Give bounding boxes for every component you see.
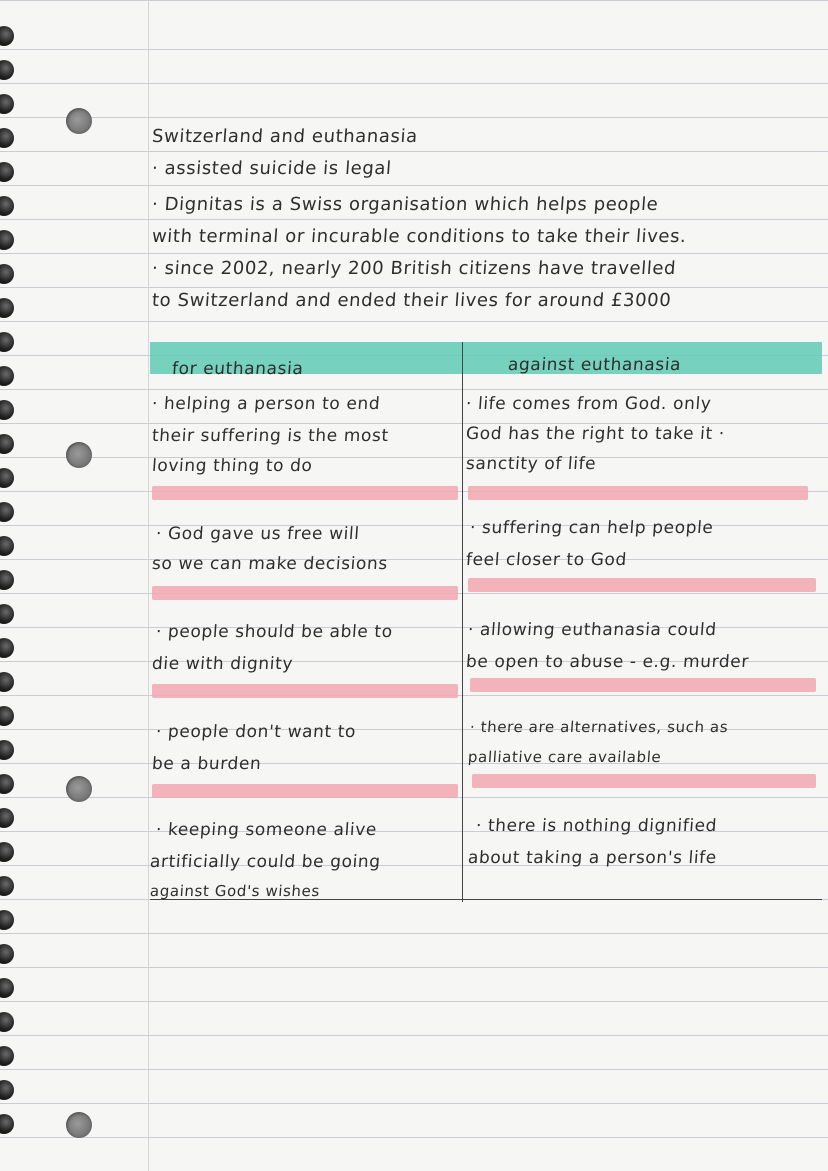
spiral-coil	[0, 1114, 14, 1134]
for-cell-line: die with dignity	[151, 654, 294, 674]
against-cell-line: · there are alternatives, such as	[469, 718, 729, 736]
row-highlight	[152, 586, 458, 600]
notes-bullet: to Switzerland and ended their lives for around £3000	[151, 290, 672, 311]
spiral-coil	[0, 808, 14, 828]
punch-hole	[66, 776, 92, 802]
spiral-binding	[0, 0, 22, 1171]
for-cell-line: artificially could be going	[149, 852, 382, 872]
against-cell-line: feel closer to God	[465, 550, 628, 570]
spiral-coil	[0, 332, 14, 352]
for-cell-line: so we can make decisions	[151, 554, 389, 574]
spiral-coil	[0, 910, 14, 930]
row-highlight	[468, 578, 816, 592]
row-highlight	[152, 684, 458, 698]
against-cell-line: palliative care available	[467, 748, 662, 766]
header-against: against euthanasia	[507, 355, 682, 375]
punch-hole	[66, 1112, 92, 1138]
spiral-coil	[0, 60, 14, 80]
against-cell-line: · there is nothing dignified	[475, 816, 718, 836]
for-cell-line: against God's wishes	[149, 882, 321, 900]
for-cell-line: loving thing to do	[151, 456, 314, 476]
euthanasia-table	[150, 342, 822, 902]
spiral-coil	[0, 876, 14, 896]
margin-line	[148, 0, 149, 1171]
against-cell-line: · life comes from God. only	[465, 394, 713, 414]
spiral-coil	[0, 128, 14, 148]
against-cell-line: God has the right to take it ·	[465, 424, 726, 444]
spiral-coil	[0, 26, 14, 46]
spiral-coil	[0, 400, 14, 420]
row-highlight	[472, 774, 816, 788]
spiral-coil	[0, 366, 14, 386]
spiral-coil	[0, 706, 14, 726]
for-cell-line: · keeping someone alive	[155, 820, 378, 840]
notes-heading: Switzerland and euthanasia	[151, 126, 419, 147]
notes-bullet: with terminal or incurable conditions to take their lives.	[151, 226, 688, 247]
spiral-coil	[0, 740, 14, 760]
for-cell-line: · people don't want to	[155, 722, 357, 742]
for-cell-line: · people should be able to	[155, 622, 394, 642]
for-cell-line: · God gave us free will	[155, 524, 361, 544]
for-cell-line: be a burden	[151, 754, 263, 774]
row-highlight	[152, 486, 458, 500]
spiral-coil	[0, 468, 14, 488]
row-highlight	[152, 784, 458, 798]
spiral-coil	[0, 1080, 14, 1100]
spiral-coil	[0, 264, 14, 284]
spiral-coil	[0, 672, 14, 692]
row-highlight	[470, 678, 816, 692]
for-cell-line: · helping a person to end	[151, 394, 381, 414]
punch-hole	[66, 108, 92, 134]
spiral-coil	[0, 978, 14, 998]
spiral-coil	[0, 230, 14, 250]
spiral-coil	[0, 842, 14, 862]
spiral-coil	[0, 570, 14, 590]
spiral-coil	[0, 638, 14, 658]
spiral-coil	[0, 434, 14, 454]
row-highlight	[468, 486, 808, 500]
against-cell-line: about taking a person's life	[467, 848, 718, 868]
spiral-coil	[0, 298, 14, 318]
against-cell-line: sanctity of life	[465, 454, 597, 474]
spiral-coil	[0, 196, 14, 216]
notes-bullet: · Dignitas is a Swiss organisation which helps people	[151, 194, 660, 215]
against-cell-line: · allowing euthanasia could	[467, 620, 718, 640]
spiral-coil	[0, 774, 14, 794]
spiral-coil	[0, 162, 14, 182]
header-for: for euthanasia	[171, 359, 305, 379]
spiral-coil	[0, 502, 14, 522]
notes-bullet: · assisted suicide is legal	[151, 158, 393, 179]
spiral-coil	[0, 1012, 14, 1032]
against-cell-line: · suffering can help people	[469, 518, 715, 538]
spiral-coil	[0, 1046, 14, 1066]
spiral-coil	[0, 536, 14, 556]
for-cell-line: their suffering is the most	[151, 426, 390, 446]
spiral-coil	[0, 604, 14, 624]
spiral-coil	[0, 944, 14, 964]
spiral-coil	[0, 94, 14, 114]
against-cell-line: be open to abuse - e.g. murder	[465, 652, 750, 672]
notes-bullet: · since 2002, nearly 200 British citizens have travelled	[151, 258, 677, 279]
punch-hole	[66, 442, 92, 468]
column-divider	[462, 342, 463, 902]
